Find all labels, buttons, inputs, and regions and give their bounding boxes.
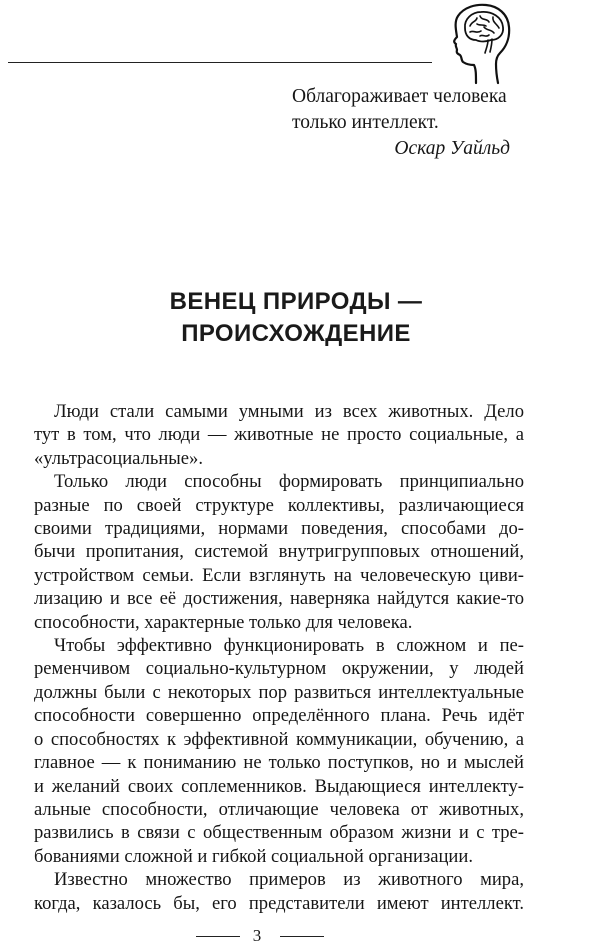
text-line: и желаний своих соплеменников. Выдающиеся интеллекту- xyxy=(34,775,524,797)
text-line: Чтобы эффективно функционировать в сложном и пе- xyxy=(54,635,524,657)
text-line: разные по своей структуре коллективы, различающиеся xyxy=(34,494,524,516)
epigraph-quote-line: Облагораживает человека xyxy=(292,86,507,107)
epigraph-author: Оскар Уайльд xyxy=(394,138,510,159)
text-line: должны были с некоторых пор развиться интеллектуальные xyxy=(34,681,524,703)
epigraph xyxy=(292,84,522,162)
text-line: Известно множество примеров из животного мира, xyxy=(54,869,524,891)
text-line: способности совершенно определённого плана. Речь идёт xyxy=(34,705,524,727)
text-line: развились в связи с общественным образом жизни и с тре- xyxy=(34,822,524,844)
text-line: Люди стали самыми умными из всех животных. Дело xyxy=(54,401,524,422)
text-line: о способностях к эффективной коммуникации, обучению, а xyxy=(34,728,524,750)
footer-rule-right xyxy=(280,936,324,937)
chapter-title-line: ВЕНЕЦ ПРИРОДЫ — xyxy=(169,288,423,315)
text-line: своими традициями, нормами поведения, способами до- xyxy=(34,518,524,540)
text-line: «ультрасоциальные». xyxy=(34,447,203,469)
text-line: способности, характерные только для человека. xyxy=(34,611,413,633)
chapter-title-line: ПРОИСХОЖДЕНИЕ xyxy=(181,320,411,347)
text-line: главное — к пониманию не только поступков, но и мыслей xyxy=(34,752,524,774)
text-line: когда, казалось бы, его представители имеют интеллект. xyxy=(34,892,524,914)
page-footer xyxy=(0,926,592,946)
text-line: Только люди способны формировать принципиально xyxy=(54,471,524,493)
page-number: 3 xyxy=(252,926,262,945)
text-line: тут в том, что люди — животные не просто социальные, а xyxy=(34,424,524,446)
text-line: лизацию и все её достижения, наверняка найдутся какие-то xyxy=(34,588,524,610)
footer-rule-left xyxy=(196,936,240,937)
body-text xyxy=(34,400,524,915)
text-line: ременчивом социально-культурном окружении, у людей xyxy=(34,658,524,680)
text-line: бычи пропитания, системой внутригрупповых отношений, xyxy=(34,541,524,563)
text-line: альные способности, отличающие человека от животных, xyxy=(34,798,524,820)
header-rule xyxy=(8,62,432,63)
epigraph-quote-line: только интеллект. xyxy=(292,112,439,133)
chapter-title xyxy=(0,286,592,350)
text-line: бованиями сложной и гибкой социальной организации. xyxy=(34,845,473,867)
text-line: устройством семьи. Если взглянуть на человеческую циви- xyxy=(34,564,524,586)
head-brain-icon xyxy=(436,2,518,86)
